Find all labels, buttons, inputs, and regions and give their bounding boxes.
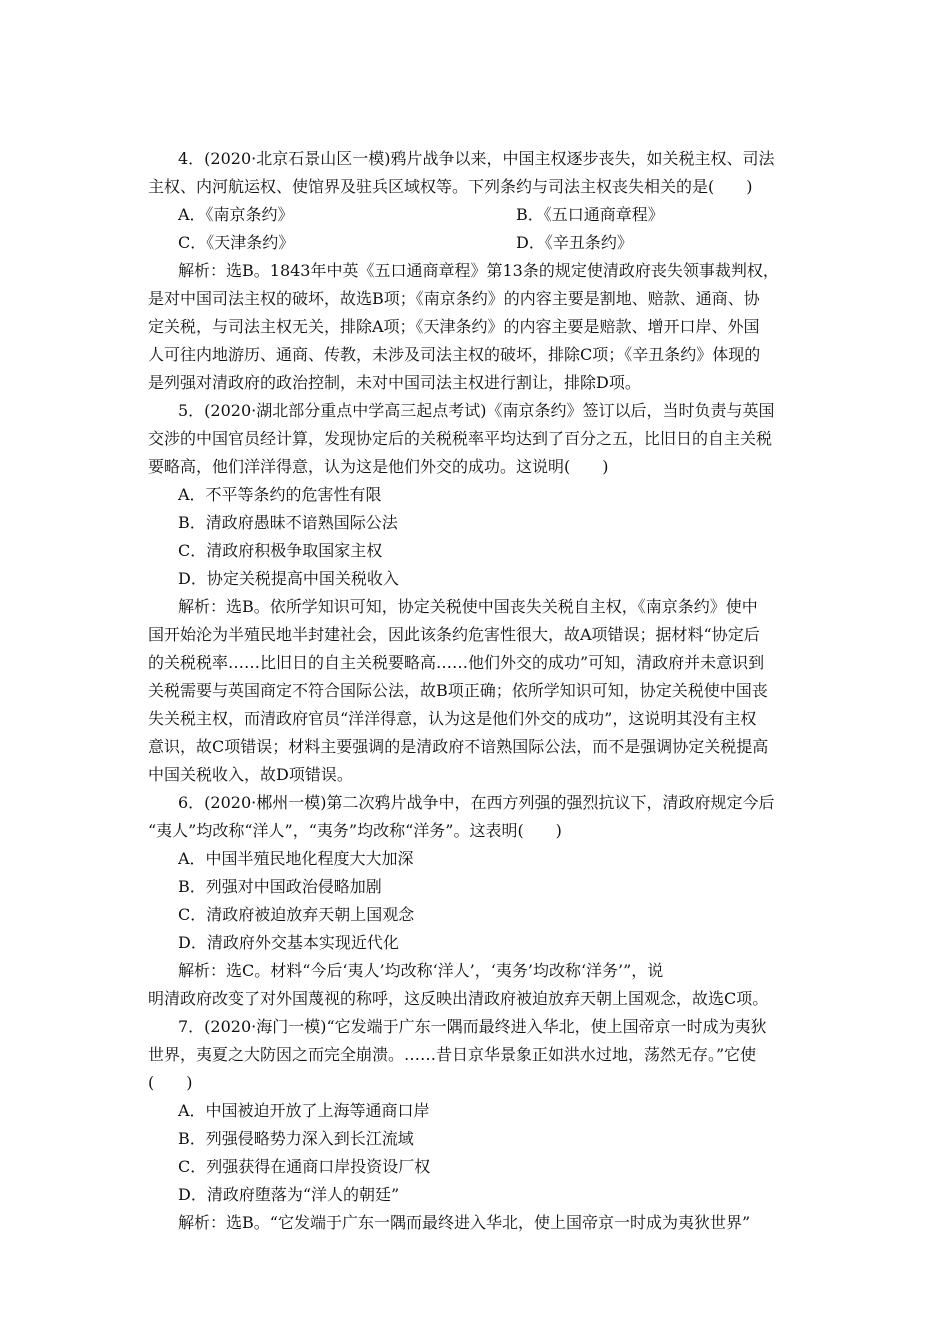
question-stem-line: 世界，夷夏之大防因之而完全崩溃。……昔日京华景象正如洪水过地，荡然无存。”它使 — [148, 1045, 757, 1064]
option-b: B．《五口通商章程》 — [516, 205, 664, 224]
analysis-line: 明清政府改变了对外国蔑视的称呼，这反映出清政府被迫放弃天朝上国观念，故选C项。 — [148, 989, 769, 1008]
question-stem-line: 5．(2020·湖北部分重点中学高三起点考试)《南京条约》签订以后，当时负责与英国 — [178, 401, 775, 420]
option-d: D．清政府堕落为“洋人的朝廷” — [178, 1185, 400, 1204]
option-a: A．《南京条约》 — [178, 205, 294, 224]
option-a: A．中国半殖民地化程度大大加深 — [178, 849, 414, 868]
option-d: D．协定关税提高中国关税收入 — [178, 569, 399, 588]
analysis-line: 中国关税收入，故D项错误。 — [148, 765, 353, 784]
option-a: A．中国被迫开放了上海等通商口岸 — [178, 1101, 430, 1120]
analysis-line: 是对中国司法主权的破坏，故选B项；《南京条约》的内容主要是割地、赔款、通商、协 — [148, 289, 760, 308]
analysis-line: 解析：选B。“它发端于广东一隅而最终进入华北，使上国帝京一时成为夷狄世界” — [178, 1213, 751, 1232]
question-stem-line: 要略高，他们洋洋得意，认为这是他们外交的成功。这说明( ) — [148, 457, 609, 476]
option-c: C．清政府积极争取国家主权 — [178, 541, 383, 560]
option-b: B．列强侵略势力深入到长江流域 — [178, 1129, 414, 1148]
question-stem-line: 主权、内河航运权、使馆界及驻兵区域权等。下列条约与司法主权丧失相关的是( ) — [148, 177, 753, 196]
question-stem-line: 4．(2020·北京石景山区一模)鸦片战争以来，中国主权逐步丧失，如关税主权、司法 — [178, 149, 775, 168]
analysis-line: 解析：选C。材料“今后‘夷人’均改称‘洋人’，‘夷务’均改称‘洋务’”，说 — [178, 961, 664, 980]
analysis-line: 的关税税率……比旧日的自主关税要略高……他们外交的成功”可知，清政府并未意识到 — [148, 653, 765, 672]
question-stem-line: “夷人”均改称“洋人”，“夷务”均改称“洋务”。这表明( ) — [148, 821, 562, 840]
option-a: A．不平等条约的危害性有限 — [178, 485, 382, 504]
analysis-line: 意识，故C项错误；材料主要强调的是清政府不谙熟国际公法，而不是强调协定关税提高 — [148, 737, 769, 756]
analysis-line: 是列强对清政府的政治控制，未对中国司法主权进行割让，排除D项。 — [148, 373, 641, 392]
analysis-line: 失关税主权，而清政府官员“洋洋得意，认为这是他们外交的成功”，这说明其没有主权 — [148, 709, 757, 728]
option-d: D．清政府外交基本实现近代化 — [178, 933, 399, 952]
analysis-line: 定关税，与司法主权无关，排除A项；《天津条约》的内容主要是赔款、增开口岸、外国 — [148, 317, 760, 336]
question-stem-line: 6．(2020·郴州一模)第二次鸦片战争中，在西方列强的强烈抗议下，清政府规定今后 — [178, 793, 775, 812]
analysis-line: 关税需要与英国商定不符合国际公法，故B项正确；依所学知识可知，协定关税使中国丧 — [148, 681, 768, 700]
option-d: D．《辛丑条约》 — [516, 233, 633, 252]
option-c: C．列强获得在通商口岸投资设厂权 — [178, 1157, 431, 1176]
question-stem-line: 交涉的中国官员经计算，发现协定后的关税税率平均达到了百分之五，比旧日的自主关税 — [148, 429, 773, 448]
analysis-line: 国开始沦为半殖民地半封建社会，因此该条约危害性很大，故A项错误；据材料“协定后 — [148, 625, 760, 644]
question-stem-line: ( ) — [148, 1073, 193, 1092]
analysis-line: 解析：选B。依所学知识可知，协定关税使中国丧失关税自主权，《南京条约》使中 — [178, 597, 758, 616]
option-c: C．《天津条约》 — [178, 233, 295, 252]
option-c: C．清政府被迫放弃天朝上国观念 — [178, 905, 415, 924]
analysis-line: 解析：选B。1843年中英《五口通商章程》第13条的规定使清政府丧失领事裁判权， — [178, 261, 779, 280]
question-stem-line: 7．(2020·海门一模)“它发端于广东一隅而最终进入华北，使上国帝京一时成为夷狄 — [178, 1017, 767, 1036]
option-b: B．清政府愚昧不谙熟国际公法 — [178, 513, 398, 532]
analysis-line: 人可往内地游历、通商、传教，未涉及司法主权的破坏，排除C项；《辛丑条约》体现的 — [148, 345, 761, 364]
option-b: B．列强对中国政治侵略加剧 — [178, 877, 382, 896]
